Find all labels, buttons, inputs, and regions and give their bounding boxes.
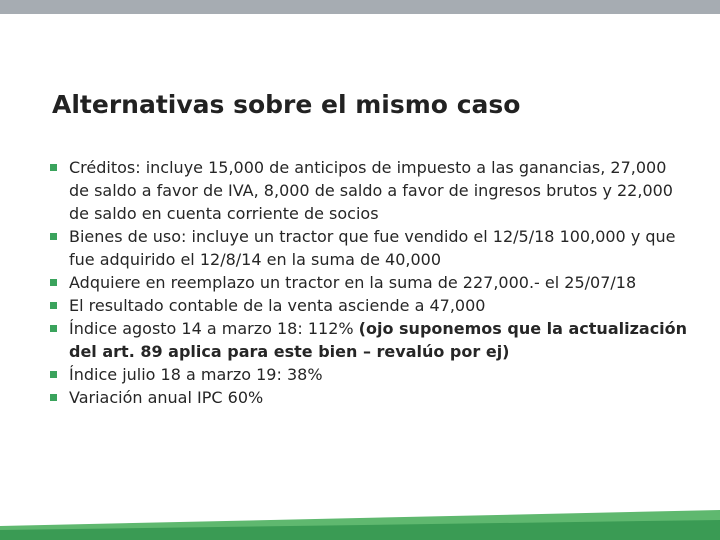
- bullet-item-indice-agosto: [50, 317, 690, 363]
- top-decorative-bar: [0, 0, 720, 14]
- bullet-item-reemplazo: [50, 271, 690, 294]
- square-bullet-icon: [50, 164, 57, 171]
- bullet-text: Variación anual IPC 60%: [69, 388, 264, 407]
- bullet-item-creditos: [50, 156, 690, 225]
- bullet-text: Índice julio 18 a marzo 19: 38%: [69, 365, 323, 384]
- bullet-text: Adquiere en reemplazo un tractor en la suma de 227,000.- el 25/07/18: [69, 273, 637, 292]
- bullet-item-resultado: [50, 294, 690, 317]
- bullet-text: Índice agosto 14 a marzo 18: 112%: [69, 319, 359, 338]
- bullet-item-bienes-de-uso: [50, 225, 690, 271]
- square-bullet-icon: [50, 302, 57, 309]
- bottom-decorative-band: [0, 500, 720, 540]
- bullet-item-indice-julio: [50, 363, 690, 386]
- bullet-list: [50, 156, 690, 409]
- bullet-item-ipc: [50, 386, 690, 409]
- bullet-text: Bienes de uso: incluye un tractor que fue vendido el 12/5/18 100,000 y que fue adquirido el 12/8/14 en la suma de 40,000: [69, 227, 676, 269]
- bullet-bold-note: (ojo suponemos que la actualización del art. 89 aplica para este bien – revalúo por ej): [69, 319, 688, 361]
- bullet-text: El resultado contable de la venta asciende a 47,000: [69, 296, 486, 315]
- square-bullet-icon: [50, 371, 57, 378]
- square-bullet-icon: [50, 233, 57, 240]
- slide-title: Alternativas sobre el mismo caso: [52, 90, 521, 119]
- square-bullet-icon: [50, 325, 57, 332]
- square-bullet-icon: [50, 394, 57, 401]
- bullet-text: Créditos: incluye 15,000 de anticipos de impuesto a las ganancias, 27,000 de saldo a favor de IVA, 8,000 de saldo a favor de ingresos brutos y 22,000 de saldo en cuenta corriente de socios: [69, 158, 673, 223]
- square-bullet-icon: [50, 279, 57, 286]
